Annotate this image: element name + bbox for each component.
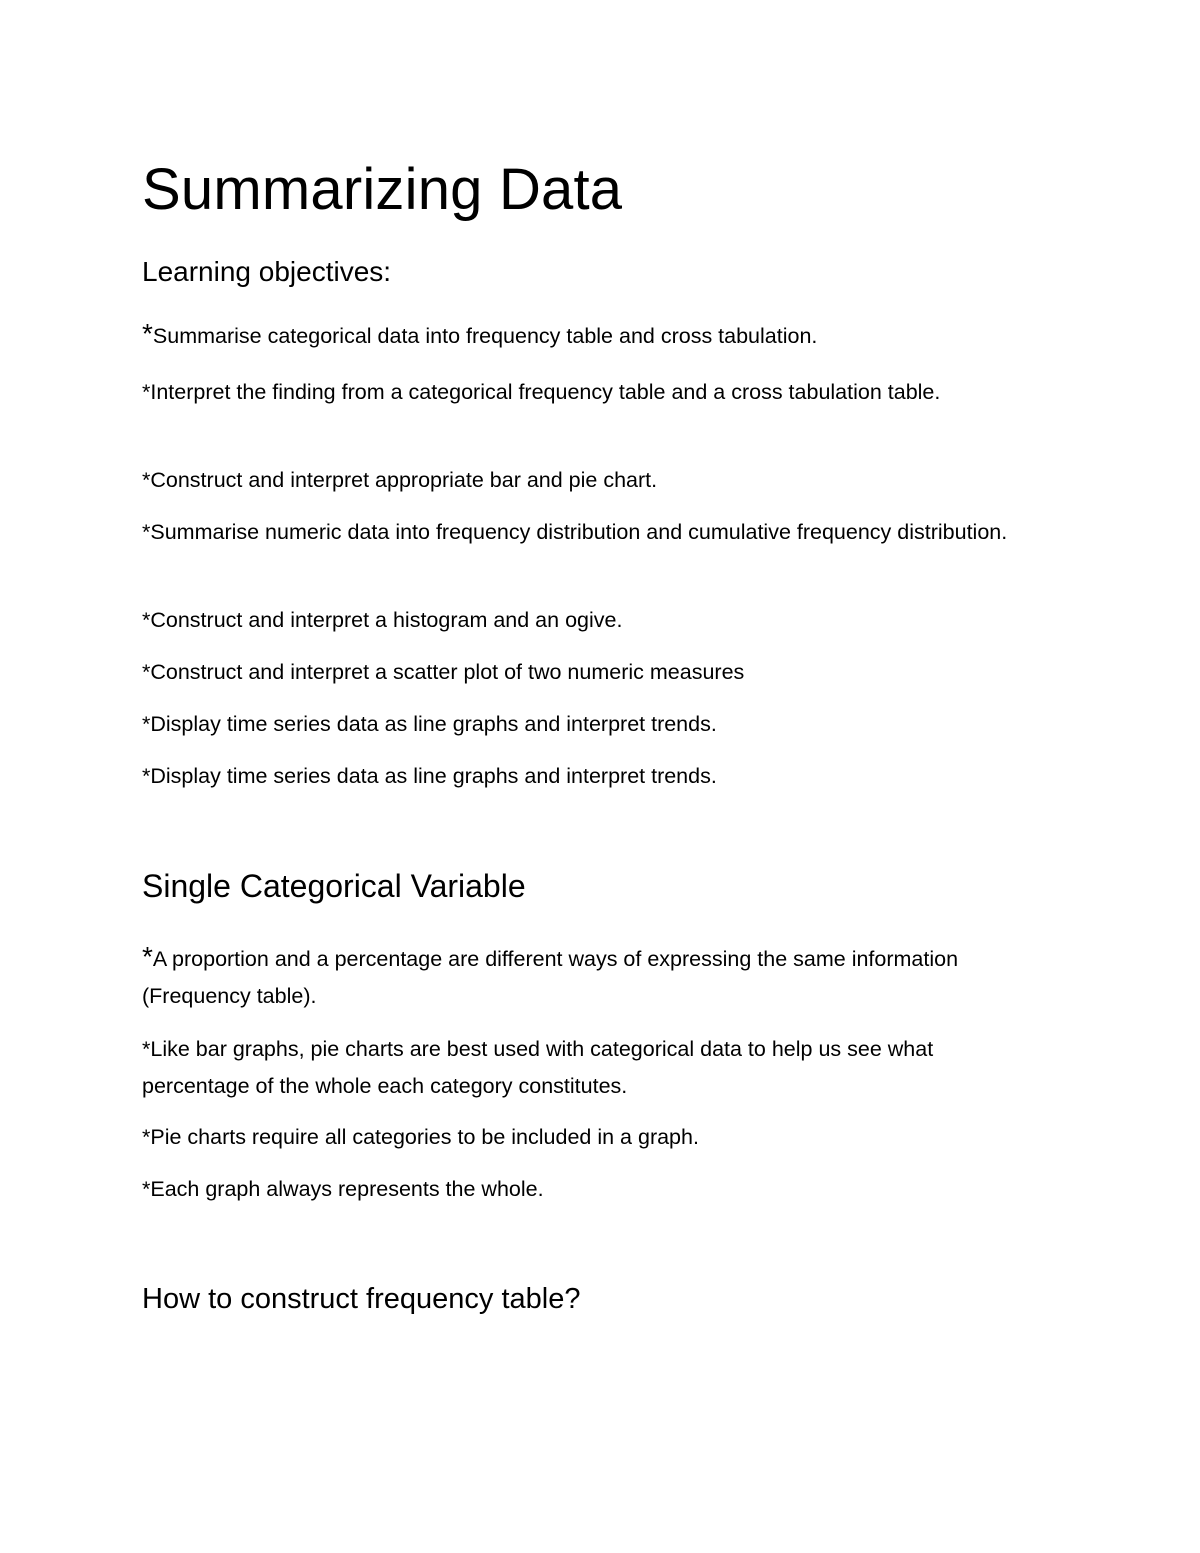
section-item-marker: * bbox=[142, 941, 153, 972]
objective-item: *Summarise numeric data into frequency distribution and cumulative frequency distribution. bbox=[142, 520, 1008, 544]
objective-item: *Display time series data as line graphs and interpret trends. bbox=[142, 712, 717, 736]
section-heading-single-categorical: Single Categorical Variable bbox=[142, 868, 526, 904]
section-item bbox=[142, 941, 1042, 1015]
section-item: *Pie charts require all categories to be included in a graph. bbox=[142, 1125, 699, 1149]
objective-item: *Interpret the finding from a categorical frequency table and a cross tabulation table. bbox=[142, 380, 941, 404]
objective-item: *Construct and interpret a histogram and an ogive. bbox=[142, 608, 623, 632]
objective-item: *Construct and interpret a scatter plot of two numeric measures bbox=[142, 660, 745, 684]
objective-item: *Construct and interpret appropriate bar and pie chart. bbox=[142, 468, 658, 492]
page-title: Summarizing Data bbox=[142, 157, 623, 222]
section-item: *Each graph always represents the whole. bbox=[142, 1177, 544, 1201]
learning-objectives-heading: Learning objectives: bbox=[142, 256, 392, 287]
objective-item bbox=[142, 318, 1042, 355]
objective-item: *Display time series data as line graphs and interpret trends. bbox=[142, 764, 717, 788]
section-heading-frequency-table: How to construct frequency table? bbox=[142, 1283, 581, 1315]
section-item: *Like bar graphs, pie charts are best used with categorical data to help us see what percentage of the whole each category constitutes. bbox=[142, 1037, 934, 1098]
section-item-text: A proportion and a percentage are different ways of expressing the same information (Frequency table). bbox=[142, 947, 959, 1008]
objective-marker: * bbox=[142, 318, 153, 349]
objective-text: Summarise categorical data into frequency table and cross tabulation. bbox=[152, 324, 818, 348]
